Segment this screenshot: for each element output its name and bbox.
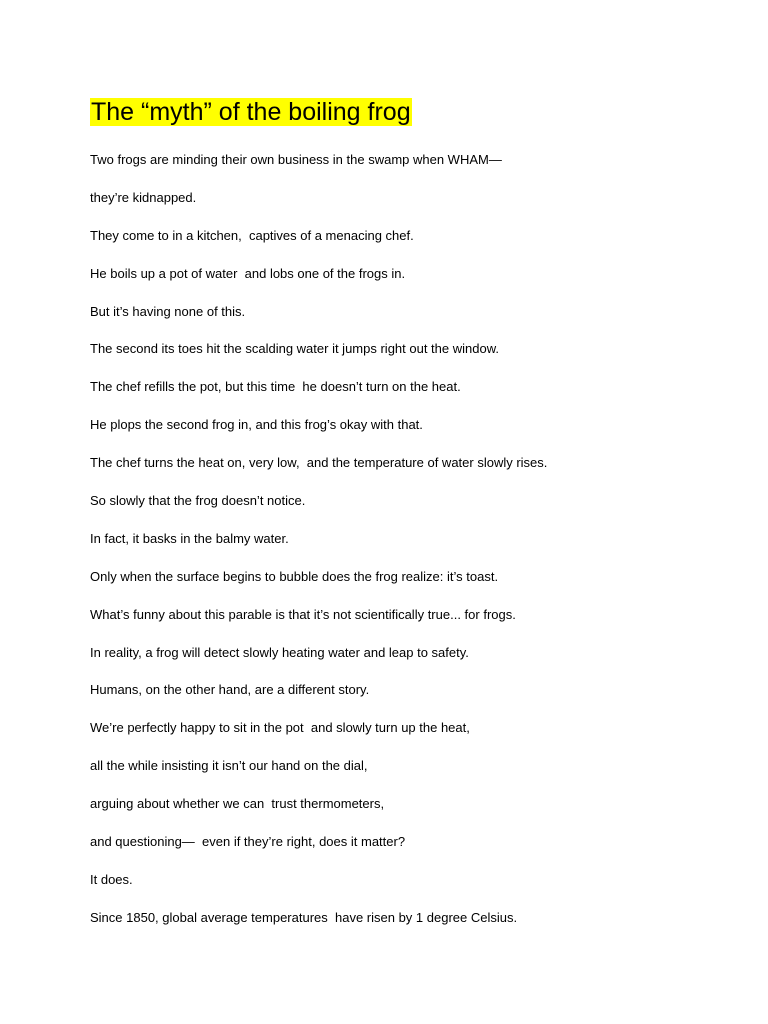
body-line: So slowly that the frog doesn’t notice. bbox=[90, 493, 306, 509]
body-line: The chef turns the heat on, very low, and the temperature of water slowly rises. bbox=[90, 455, 548, 471]
body-line: They come to in a kitchen, captives of a menacing chef. bbox=[90, 227, 414, 243]
body-line: In fact, it basks in the balmy water. bbox=[90, 530, 289, 546]
title-highlight: The “myth” of the boiling frog bbox=[91, 98, 411, 126]
body-line: The chef refills the pot, but this time he doesn’t turn on the heat. bbox=[90, 379, 461, 395]
body-line: and questioning— even if they’re right, does it matter? bbox=[90, 834, 406, 850]
body-line: they’re kidnapped. bbox=[90, 189, 197, 205]
body-line: Only when the surface begins to bubble does the frog realize: it’s toast. bbox=[90, 568, 499, 584]
body-line: arguing about whether we can trust thermometers, bbox=[90, 796, 385, 812]
body-line: It does. bbox=[90, 871, 133, 887]
body-line: What’s funny about this parable is that it’s not scientifically true... for frogs. bbox=[90, 606, 516, 622]
document-title bbox=[90, 94, 412, 130]
body-line: We’re perfectly happy to sit in the pot and slowly turn up the heat, bbox=[90, 720, 470, 736]
body-line: all the while insisting it isn’t our hand on the dial, bbox=[90, 758, 368, 774]
body-line: The second its toes hit the scalding water it jumps right out the window. bbox=[90, 341, 499, 357]
body-line: In reality, a frog will detect slowly heating water and leap to safety. bbox=[90, 644, 469, 660]
body-line: Humans, on the other hand, are a different story. bbox=[90, 682, 370, 698]
body-line: He boils up a pot of water and lobs one of the frogs in. bbox=[90, 265, 406, 281]
body-line: He plops the second frog in, and this frog’s okay with that. bbox=[90, 417, 423, 433]
body-line: Two frogs are minding their own business in the swamp when WHAM— bbox=[90, 152, 502, 167]
body-line: But it’s having none of this. bbox=[90, 303, 246, 319]
body-line: Since 1850, global average temperatures have risen by 1 degree Celsius. bbox=[90, 909, 518, 925]
document-body bbox=[90, 151, 730, 947]
